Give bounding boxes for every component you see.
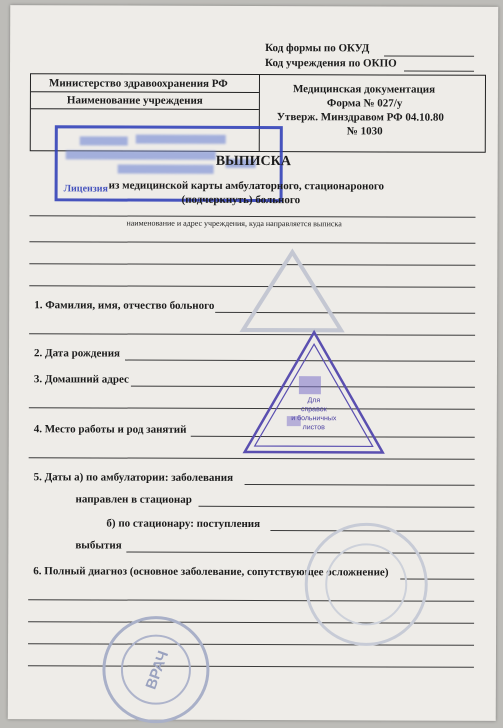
okud-field[interactable]	[384, 55, 474, 56]
watermark-triangle-icon	[237, 246, 347, 336]
stamp-caption: Лицензия	[63, 183, 109, 195]
triangle-line-2: справок	[300, 406, 327, 414]
order-number: № 1030	[346, 125, 383, 138]
field-diagnosis-label: 6. Полный диагноз (основное заболевание, сопутствующее осложнение)	[33, 565, 389, 579]
seal-text: ВРАЧ	[142, 648, 173, 692]
field-referred-input[interactable]	[198, 506, 474, 508]
title-line-1: из медицинской карты амбулаторного, стационароного	[108, 179, 385, 193]
field-discharge-label: выбытия	[75, 539, 122, 552]
triangle-stamp-icon	[241, 328, 387, 457]
addressee-line[interactable]	[30, 215, 476, 218]
okud-label: Код формы по ОКУД	[265, 42, 370, 55]
okpo-field[interactable]	[404, 71, 474, 72]
addressee-caption: наименование и адрес учреждения, куда направляется выписка	[126, 218, 342, 229]
institution-label: Наименование учреждения	[66, 94, 203, 107]
blank-line[interactable]	[29, 457, 475, 460]
blank-line[interactable]	[28, 665, 474, 668]
approved-text: Утверж. Минздравом РФ 04.10.80	[276, 111, 444, 124]
triangle-line-1: Для	[307, 397, 321, 405]
title-line-2: (подчеркнуть) больного	[181, 193, 301, 207]
form-number: Форма № 027/у	[326, 97, 403, 110]
field-full-name-label: 1. Фамилия, имя, отчество больного	[34, 299, 215, 312]
doc-type-label: Медицинская документация	[292, 83, 436, 96]
field-address-label: 3. Домашний адрес	[33, 373, 129, 386]
triangle-line-4: листов	[302, 424, 325, 432]
ministry-label: Министерство здравоохранения РФ	[48, 77, 228, 90]
field-referred-label: направлен в стационар	[75, 493, 192, 506]
field-workplace-label: 4. Место работы и род занятий	[33, 423, 187, 436]
field-birth-date-label: 2. Дата рождения	[34, 347, 121, 360]
triangle-line-3: и больничных	[291, 415, 337, 423]
okpo-label: Код учреждения по ОКПО	[265, 57, 397, 70]
field-admission-label: б) по стационару: поступления	[106, 517, 261, 531]
doctor-seal-icon	[100, 613, 212, 725]
field-illness-date-input[interactable]	[245, 484, 475, 486]
blank-line[interactable]	[29, 241, 475, 244]
faint-seal-icon	[300, 518, 432, 650]
field-dates-label: 5. Даты а) по амбулатории: заболевания	[33, 471, 234, 484]
form-sheet	[8, 5, 498, 721]
document-title: ВЫПИСКА	[215, 153, 291, 170]
